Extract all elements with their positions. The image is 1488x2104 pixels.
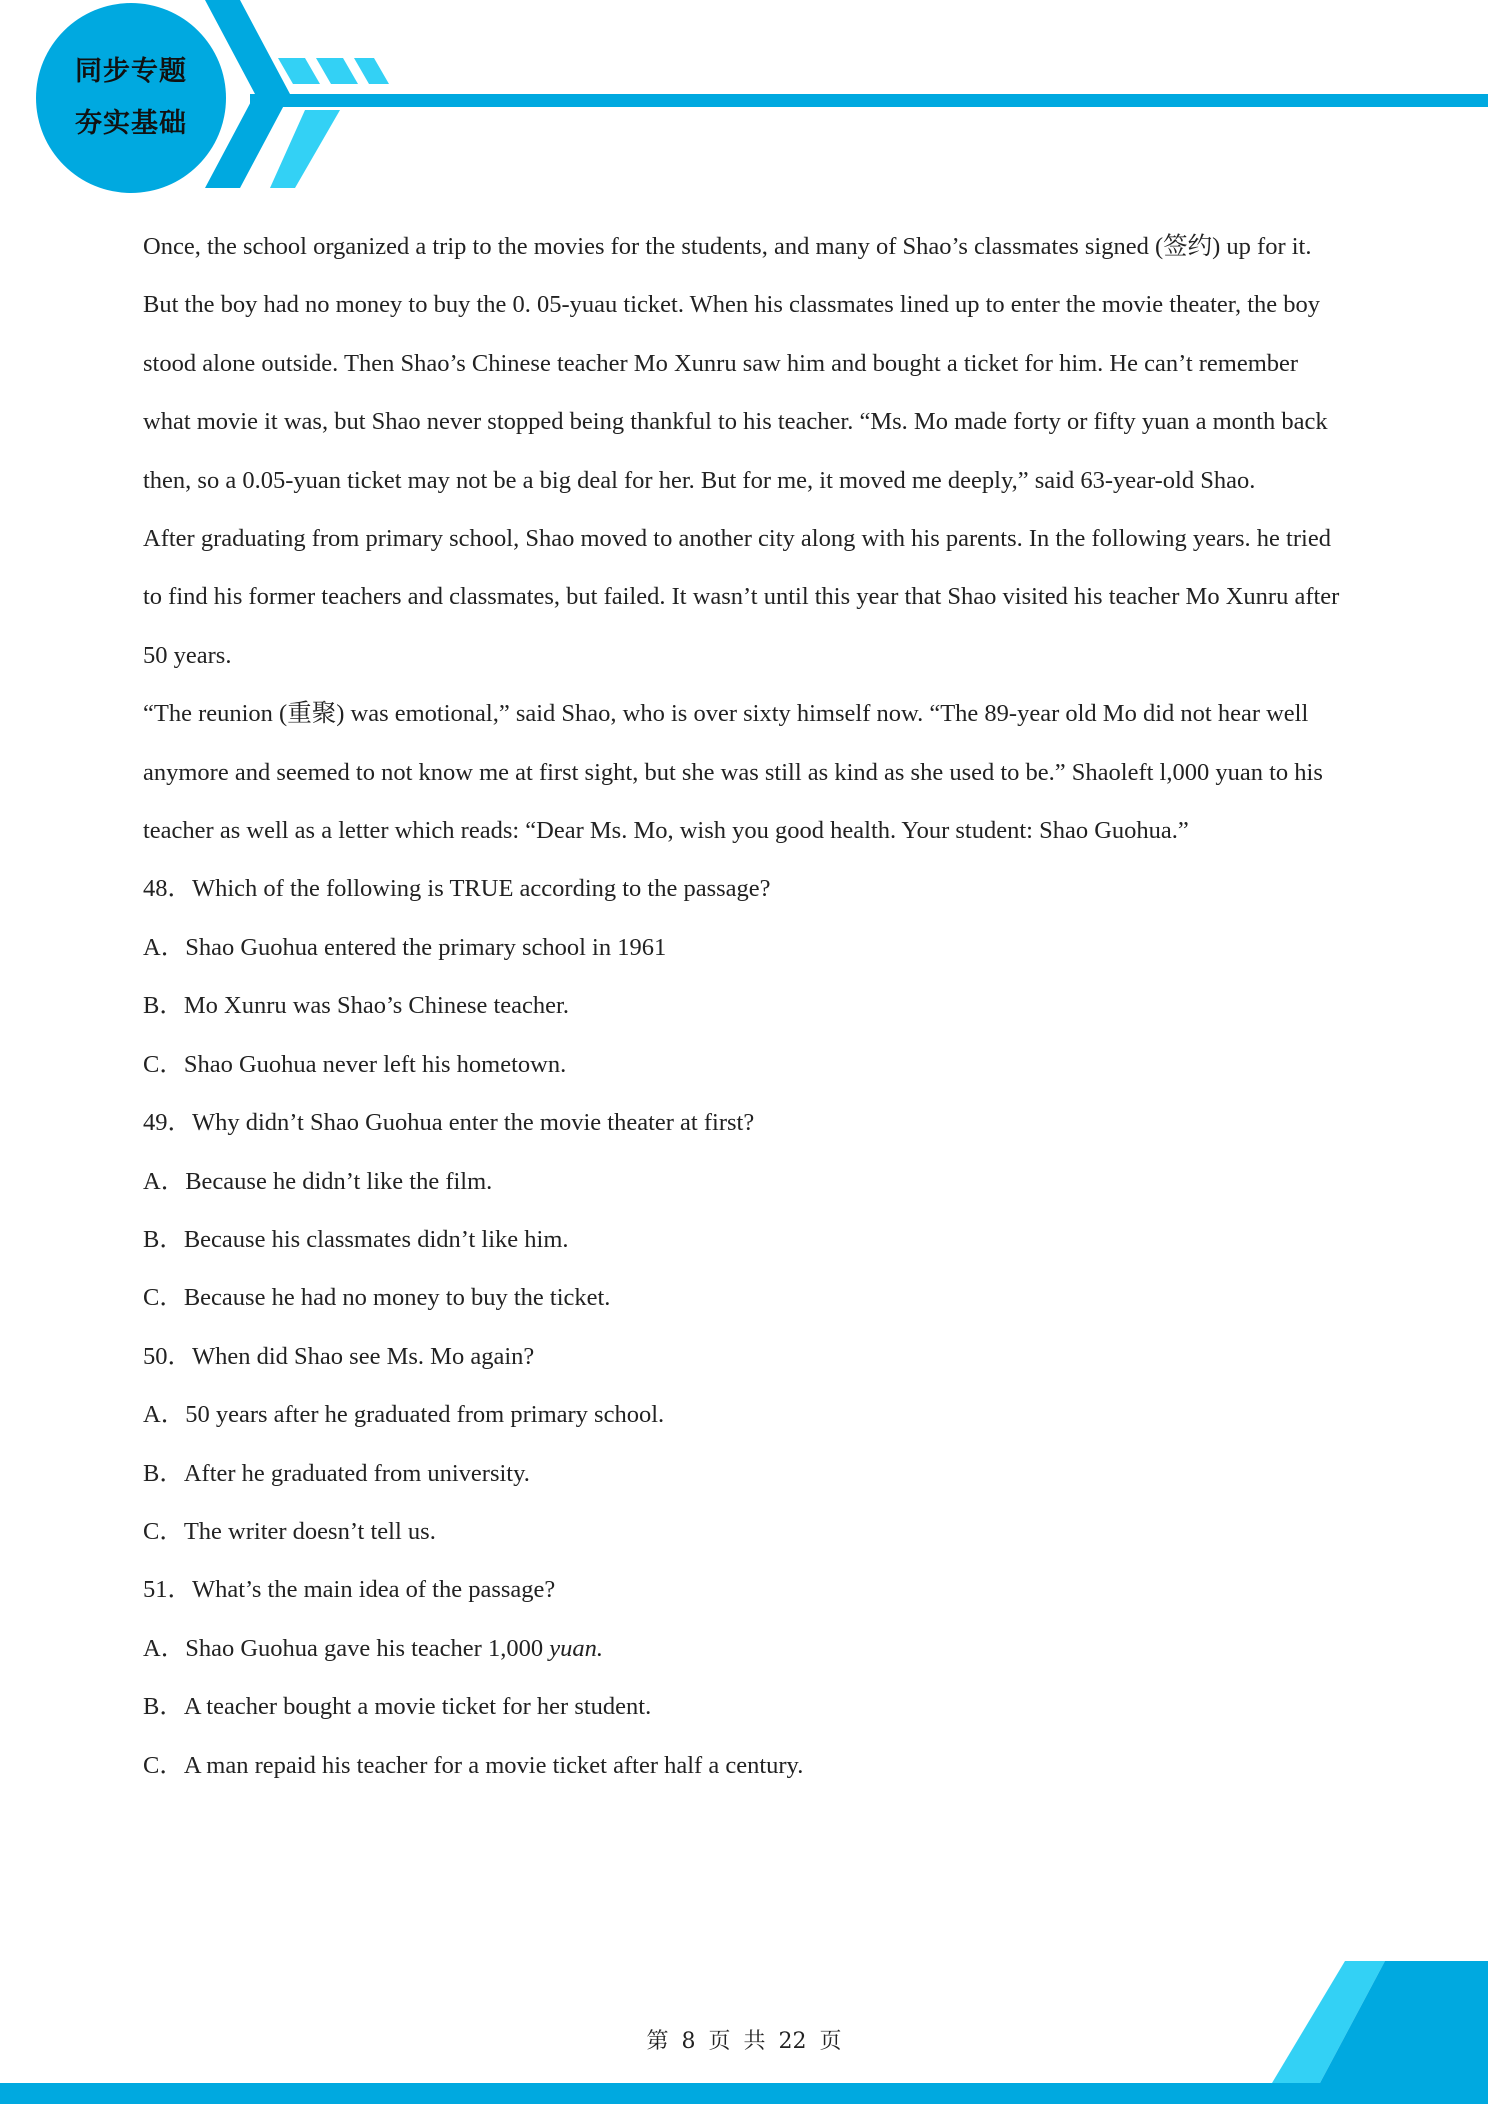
option-label: B． bbox=[143, 1459, 184, 1487]
question-stem bbox=[143, 860, 1343, 918]
option-label: A． bbox=[143, 1167, 186, 1195]
question-text: When did Shao see Ms. Mo again? bbox=[192, 1342, 535, 1370]
option-text: Because his classmates didn’t like him. bbox=[183, 1225, 569, 1253]
option-italic-word: yuan. bbox=[549, 1634, 603, 1662]
option-c bbox=[143, 1269, 1343, 1327]
passage-paragraph-3: “The reunion (重聚) was emotional,” said Shao, who is over sixty himself now. “The 89-year old Mo did not hear well anymore and seemed to not know me at first sight, but she was still as kind as she used to be.” Shaoleft l,000 yuan to his teacher as well as a letter which reads: “Dear Ms. Mo, wish you good health. Your student: Shao Guohua.” bbox=[143, 700, 1323, 845]
option-b bbox=[143, 977, 1343, 1035]
option-text: After he graduated from university. bbox=[183, 1459, 530, 1487]
option-label: B． bbox=[143, 1225, 184, 1253]
option-text: Because he had no money to buy the ticket. bbox=[183, 1284, 611, 1312]
option-a bbox=[143, 919, 1343, 977]
question-stem bbox=[143, 1094, 1343, 1152]
option-label: A． bbox=[143, 933, 186, 961]
option-label: B． bbox=[143, 1693, 184, 1721]
option-label: C． bbox=[143, 1284, 184, 1312]
option-label: C． bbox=[143, 1050, 184, 1078]
question-text: Why didn’t Shao Guohua enter the movie theater at first? bbox=[192, 1109, 755, 1137]
option-c bbox=[143, 1503, 1343, 1561]
topic-badge bbox=[36, 3, 226, 193]
option-label: C． bbox=[143, 1751, 184, 1779]
question-number: 50． bbox=[143, 1342, 192, 1370]
light-band bbox=[270, 110, 340, 188]
question-number: 51． bbox=[143, 1576, 192, 1604]
option-b bbox=[143, 1211, 1343, 1269]
question-50 bbox=[143, 1328, 1343, 1562]
question-51 bbox=[143, 1561, 1343, 1795]
light-slash-2 bbox=[316, 58, 358, 84]
option-c bbox=[143, 1737, 1343, 1795]
badge-line-1: 同步专题 bbox=[75, 56, 187, 87]
option-a bbox=[143, 1620, 1343, 1678]
question-48 bbox=[143, 860, 1343, 1094]
footer-stripe bbox=[0, 2083, 1488, 2104]
option-text: The writer doesn’t tell us. bbox=[183, 1517, 436, 1545]
passage-paragraph-1: Once, the school organized a trip to the movies for the students, and many of Shao’s classmates signed (签约) up for it. But the boy had no money to buy the 0. 05-yuau ticket. When his classmates lined up to enter the movie theater, the boy stood alone outside. Then Shao’s Chinese teacher Mo Xunru saw him and bought a ticket for him. He can’t remember what movie it was, but Shao never stopped being thankful to his teacher. “Ms. Mo made forty or fifty yuan a month back then, so a 0.05-yuan ticket may not be a big deal for her. But for me, it moved me deeply,” said 63-year-old Shao. bbox=[143, 233, 1328, 494]
option-text: Shao Guohua gave his teacher 1,000 bbox=[185, 1634, 550, 1662]
question-49 bbox=[143, 1094, 1343, 1328]
option-a bbox=[143, 1386, 1343, 1444]
option-text: Because he didn’t like the film. bbox=[185, 1167, 493, 1195]
option-c bbox=[143, 1036, 1343, 1094]
option-text: Shao Guohua entered the primary school in 1961 bbox=[185, 933, 667, 961]
option-b bbox=[143, 1678, 1343, 1736]
light-slash-3 bbox=[354, 58, 389, 84]
option-label: B． bbox=[143, 992, 184, 1020]
passage-paragraph-2: After graduating from primary school, Shao moved to another city along with his parents. In the following years. he tried to find his former teachers and classmates, but failed. It wasn’t until this year that Shao visited his teacher Mo Xunru after 50 years. bbox=[143, 525, 1340, 669]
document-body bbox=[143, 218, 1343, 1795]
question-text: Which of the following is TRUE according to the passage? bbox=[192, 875, 771, 903]
header-stripe bbox=[250, 94, 1488, 107]
option-b bbox=[143, 1445, 1343, 1503]
light-slash-1 bbox=[278, 58, 320, 84]
option-label: C． bbox=[143, 1517, 184, 1545]
option-label: A． bbox=[143, 1401, 186, 1429]
badge-line-2: 夯实基础 bbox=[75, 108, 187, 139]
option-label: A． bbox=[143, 1634, 186, 1662]
question-number: 49． bbox=[143, 1109, 192, 1137]
option-text: Mo Xunru was Shao’s Chinese teacher. bbox=[183, 992, 569, 1020]
option-text: 50 years after he graduated from primary school. bbox=[185, 1401, 665, 1429]
question-stem bbox=[143, 1561, 1343, 1619]
option-text: A man repaid his teacher for a movie ticket after half a century. bbox=[183, 1751, 804, 1779]
question-stem bbox=[143, 1328, 1343, 1386]
option-text: A teacher bought a movie ticket for her student. bbox=[183, 1693, 652, 1721]
option-text: Shao Guohua never left his hometown. bbox=[183, 1050, 567, 1078]
page-number: 第 8 页 共 22 页 bbox=[646, 2029, 842, 2054]
question-number: 48． bbox=[143, 875, 192, 903]
question-text: What’s the main idea of the passage? bbox=[192, 1576, 556, 1604]
option-a bbox=[143, 1153, 1343, 1211]
